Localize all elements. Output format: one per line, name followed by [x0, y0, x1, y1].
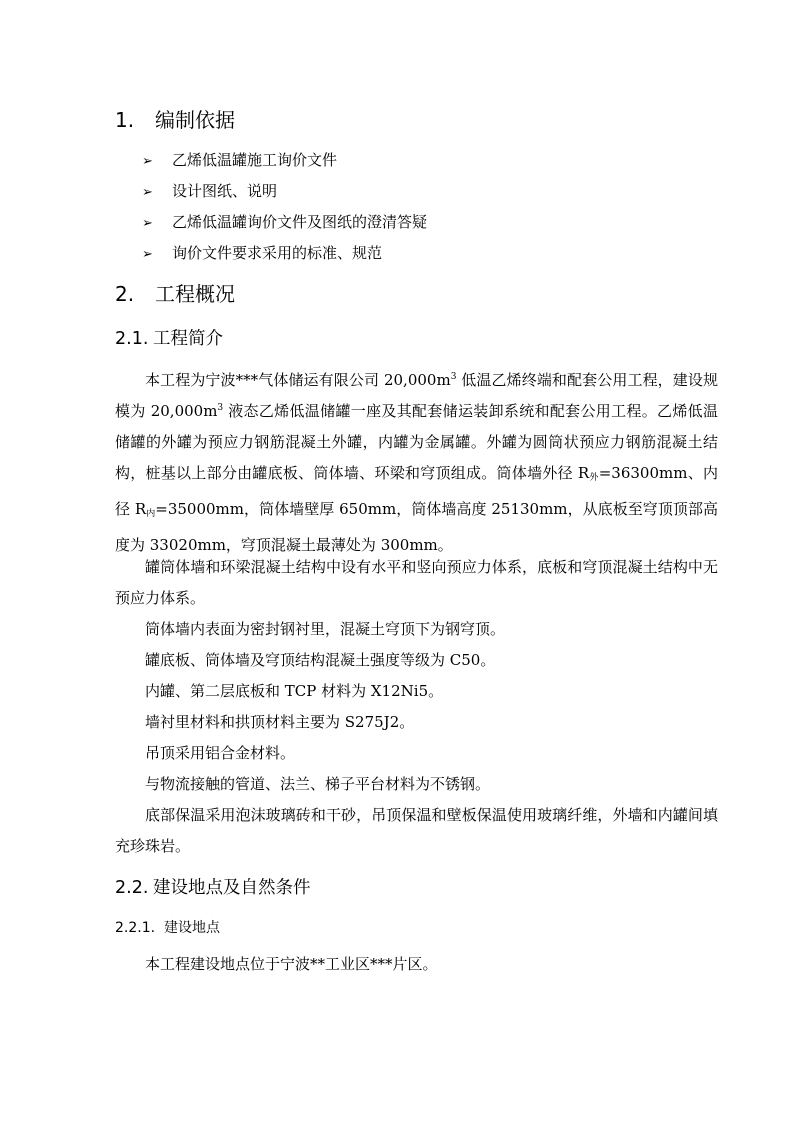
- paragraph-location: 本工程建设地点位于宁波**工业区***片区。: [145, 955, 438, 973]
- section-1-heading: [115, 108, 235, 132]
- list-item-text: 询价文件要求采用的标准、规范: [172, 244, 383, 262]
- section-number: 2.2.: [115, 878, 149, 898]
- list-item: [142, 150, 337, 172]
- section-title: 建设地点及自然条件: [153, 878, 311, 898]
- bullet-arrow-icon: ➢: [142, 185, 153, 200]
- section-number: 2.1.: [115, 329, 149, 349]
- paragraph-insulation: 底部保温采用泡沫玻璃砖和干砂，吊顶保温和壁板保温使用玻璃纤维，外墙和内罐间填充珍珠岩。: [115, 806, 718, 855]
- bullet-arrow-icon: ➢: [142, 216, 153, 231]
- paragraph-project-intro: 本工程为宁波***气体储运有限公司 $20,000m^3$ 低温乙烯终端和配套公用工程，建设规模为 $20,000m^3$ 液态乙烯低温储罐一座及其配套储运装卸系统和配套公用工程。乙烯低温储罐的外罐为预应力钢筋混凝土外罐，内罐为金属罐。外罐为圆筒状预应力钢筋混凝土结构，桩基以上部分由罐底板、筒体墙、环梁和穹顶组成。筒体墙外径 $R_外=36300mm$、内径 $R_内=35000mm$，筒体墙壁厚 650mm，筒体墙高度 25130mm，从底板至穹顶顶部高度为 33020mm，穹顶混凝土最薄处为 300mm。: [115, 371, 718, 554]
- bullet-arrow-icon: ➢: [142, 247, 153, 262]
- paragraph-inner-tank-material: 内罐、第二层底板和 TCP 材料为 X12Ni5。: [145, 682, 444, 700]
- paragraph-concrete-grade: 罐底板、筒体墙及穹顶结构混凝土强度等级为 C50。: [145, 651, 496, 669]
- section-title: 编制依据: [155, 108, 235, 132]
- paragraph-liner-material: 墙衬里材料和拱顶材料主要为 S275J2。: [145, 713, 415, 731]
- paragraph-ceiling-material: 吊顶采用铝合金材料。: [145, 744, 296, 762]
- list-item-text: 乙烯低温罐询价文件及图纸的澄清答疑: [172, 213, 428, 231]
- section-title: 工程概况: [155, 282, 235, 306]
- section-2-1-heading: [115, 328, 223, 350]
- section-number: 2.: [115, 282, 135, 306]
- section-2-2-1-heading: [115, 919, 220, 937]
- section-number: 2.2.1.: [115, 920, 156, 936]
- list-item: [142, 243, 382, 265]
- list-item: [142, 212, 427, 234]
- paragraph-steel-liner: 筒体墙内表面为密封钢衬里，混凝土穹顶下为钢穹顶。: [145, 620, 506, 638]
- list-item-text: 乙烯低温罐施工询价文件: [172, 151, 338, 169]
- paragraph-pipe-material: 与物流接触的管道、法兰、梯子平台材料为不锈钢。: [145, 775, 491, 793]
- section-number: 1.: [115, 108, 135, 132]
- section-title: 工程简介: [153, 329, 223, 349]
- list-item-text: 设计图纸、说明: [172, 182, 278, 200]
- section-2-2-heading: [115, 877, 311, 899]
- list-item: [142, 181, 277, 203]
- section-2-heading: [115, 282, 235, 306]
- paragraph-prestress: 罐筒体墙和环梁混凝土结构中设有水平和竖向预应力体系，底板和穹顶混凝土结构中无预应力体系。: [115, 558, 718, 607]
- section-title: 建设地点: [164, 920, 220, 936]
- bullet-arrow-icon: ➢: [142, 154, 153, 169]
